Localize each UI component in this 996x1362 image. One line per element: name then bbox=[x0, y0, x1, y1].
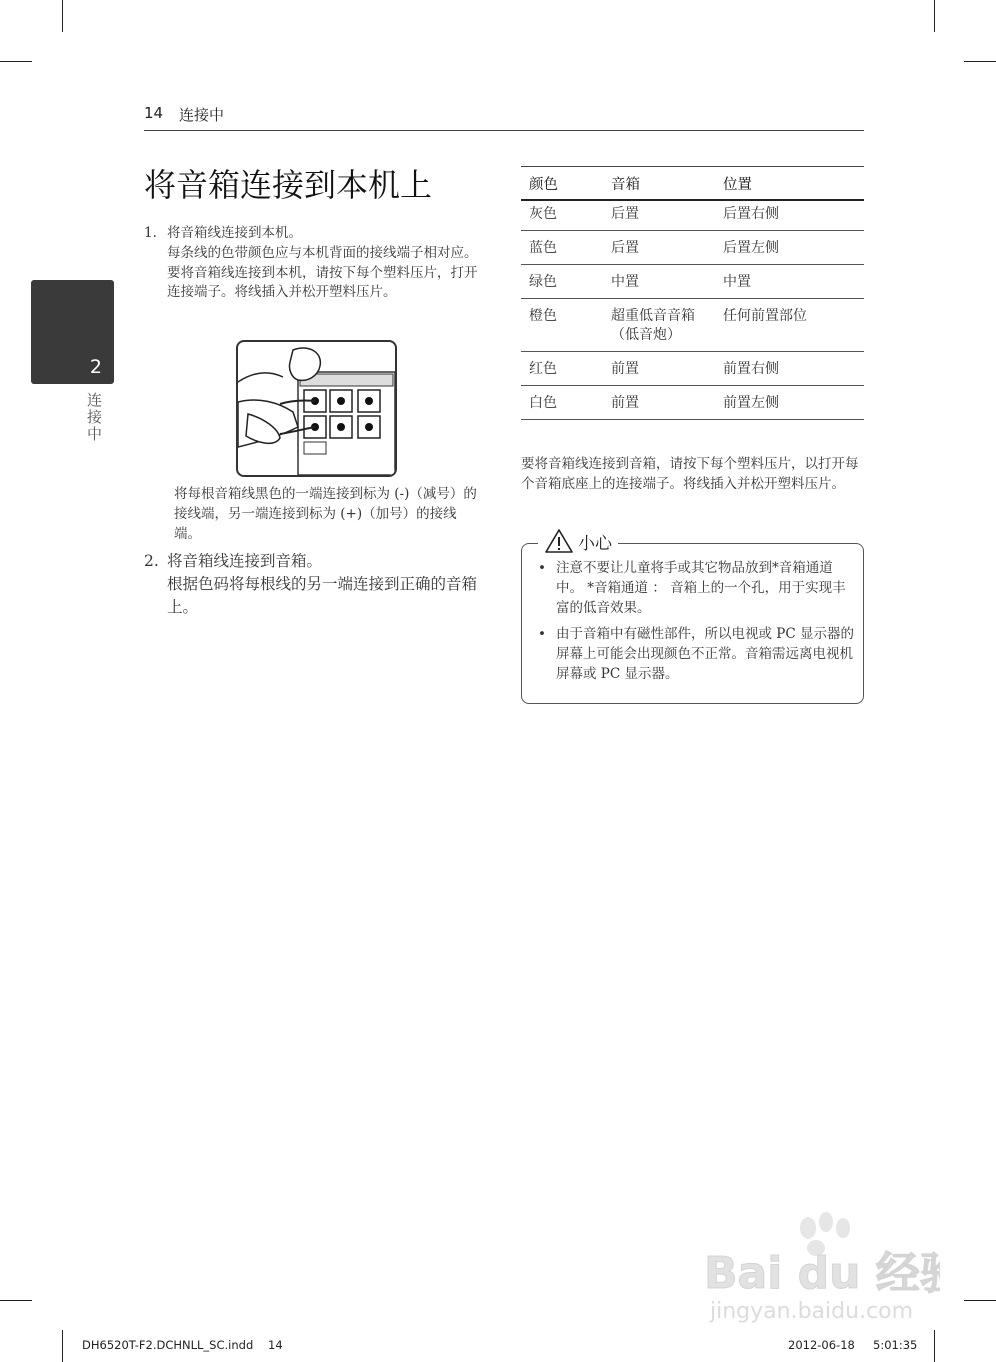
table-header-row bbox=[521, 167, 864, 201]
table-cell: 后置 bbox=[603, 231, 715, 265]
list-item: • 注意不要让儿童将手或其它物品放到*音箱通道中。 *音箱通道 ： 音箱上的一个孔，用于实现丰富的低音效果。 bbox=[538, 560, 846, 616]
table-row bbox=[521, 352, 864, 386]
page-title: 将音箱连接到本机上 bbox=[144, 166, 433, 204]
footer-page: 14 bbox=[268, 1338, 283, 1352]
table-row bbox=[521, 200, 864, 231]
terminal-illustration bbox=[236, 340, 397, 477]
caution-list bbox=[536, 558, 854, 690]
table-cell: 蓝色 bbox=[521, 231, 603, 265]
crop-mark bbox=[964, 61, 996, 62]
crop-mark bbox=[62, 0, 63, 32]
table-cell: 绿色 bbox=[521, 265, 603, 299]
caution-text: 注意不要让儿童将手或其它物品放到*音箱通道中。 *音箱通道 ： 音箱上的一个孔，用于实现丰富的低音效果。 bbox=[556, 560, 846, 616]
table-cell: 白色 bbox=[521, 386, 603, 420]
table-cell: 中置 bbox=[715, 265, 864, 299]
table-cell: 前置右侧 bbox=[715, 352, 864, 386]
crop-mark bbox=[0, 1300, 32, 1301]
table-cell: 橙色 bbox=[521, 299, 603, 352]
speaker-terminal-drawing bbox=[238, 342, 395, 475]
step-body: 根据色码将每根线的另一端连接到正确的音箱上。 bbox=[167, 575, 478, 616]
crop-mark bbox=[964, 1300, 996, 1301]
table-row bbox=[521, 299, 864, 352]
table-cell: 后置右侧 bbox=[715, 200, 864, 231]
table-cell: 任何前置部位 bbox=[715, 299, 864, 352]
step-number: 1. bbox=[144, 225, 157, 241]
chapter-number: 2 bbox=[89, 356, 102, 378]
table-row bbox=[521, 386, 864, 420]
table-cell: 灰色 bbox=[521, 200, 603, 231]
table-cell: 中置 bbox=[603, 265, 715, 299]
column-header: 位置 bbox=[715, 167, 864, 201]
running-header bbox=[144, 104, 864, 131]
speaker-connection-paragraph: 要将音箱线连接到音箱，请按下每个塑料压片，以打开每个音箱底座上的连接端子。将线插入并松开塑料压片。 bbox=[521, 456, 859, 492]
step-body: 每条线的色带颜色应与本机背面的接线端子相对应。要将音箱线连接到本机，请按下每个塑料压片，打开连接端子。将线插入并松开塑料压片。 bbox=[167, 245, 478, 300]
page-number: 14 bbox=[144, 104, 164, 122]
caution-title: 小心 bbox=[578, 533, 612, 554]
list-item: • 由于音箱中有磁性部件，所以电视或 PC 显示器的屏幕上可能会出现颜色不正常。音箱需远离电视机屏幕或 PC 显示器。 bbox=[538, 626, 854, 682]
crop-mark bbox=[934, 1330, 935, 1362]
step-number: 2. bbox=[144, 552, 159, 570]
table-row bbox=[521, 265, 864, 299]
table-cell: 前置左侧 bbox=[715, 386, 864, 420]
caution-heading bbox=[538, 523, 618, 559]
section-title: 连接中 bbox=[179, 106, 225, 124]
table-cell: 前置 bbox=[603, 386, 715, 420]
caution-text: 由于音箱中有磁性部件，所以电视或 PC 显示器的屏幕上可能会出现颜色不正常。音箱需远离电视机屏幕或 PC 显示器。 bbox=[556, 626, 854, 682]
table-row bbox=[521, 231, 864, 265]
chapter-tab bbox=[31, 280, 114, 384]
crop-mark bbox=[0, 61, 32, 62]
step-title: 将音箱线连接到本机。 bbox=[167, 225, 302, 241]
footer-date: 2012-06-18 bbox=[788, 1338, 855, 1352]
table-cell: 前置 bbox=[603, 352, 715, 386]
watermark-brand: Bai du 经验 bbox=[704, 1248, 940, 1299]
column-header: 音箱 bbox=[603, 167, 715, 201]
caution-box bbox=[521, 543, 864, 704]
crop-mark bbox=[934, 0, 935, 32]
warning-triangle-icon bbox=[544, 528, 574, 554]
crop-mark bbox=[62, 1330, 63, 1362]
baidu-watermark bbox=[700, 1208, 940, 1326]
baidu-logo bbox=[700, 1208, 940, 1326]
footer-filename: DH6520T-F2.DCHNLL_SC.indd bbox=[82, 1338, 254, 1352]
step-title: 将音箱线连接到音箱。 bbox=[167, 552, 323, 570]
footer-time: 5:01:35 bbox=[873, 1338, 918, 1352]
illustration-caption: 将每根音箱线黑色的一端连接到标为 (-)（减号）的接线端，另一端连接到标为 (+)（加号）的接线端。 bbox=[174, 486, 477, 542]
table-cell: 红色 bbox=[521, 352, 603, 386]
table-cell: 后置左侧 bbox=[715, 231, 864, 265]
column-header: 颜色 bbox=[521, 167, 603, 201]
watermark-url: jingyan.baidu.com bbox=[710, 1299, 914, 1324]
chapter-label: 连接中 bbox=[85, 392, 103, 443]
table-cell: 超重低音音箱（低音炮） bbox=[603, 299, 715, 352]
table-cell: 后置 bbox=[603, 200, 715, 231]
speaker-color-table bbox=[521, 166, 864, 420]
